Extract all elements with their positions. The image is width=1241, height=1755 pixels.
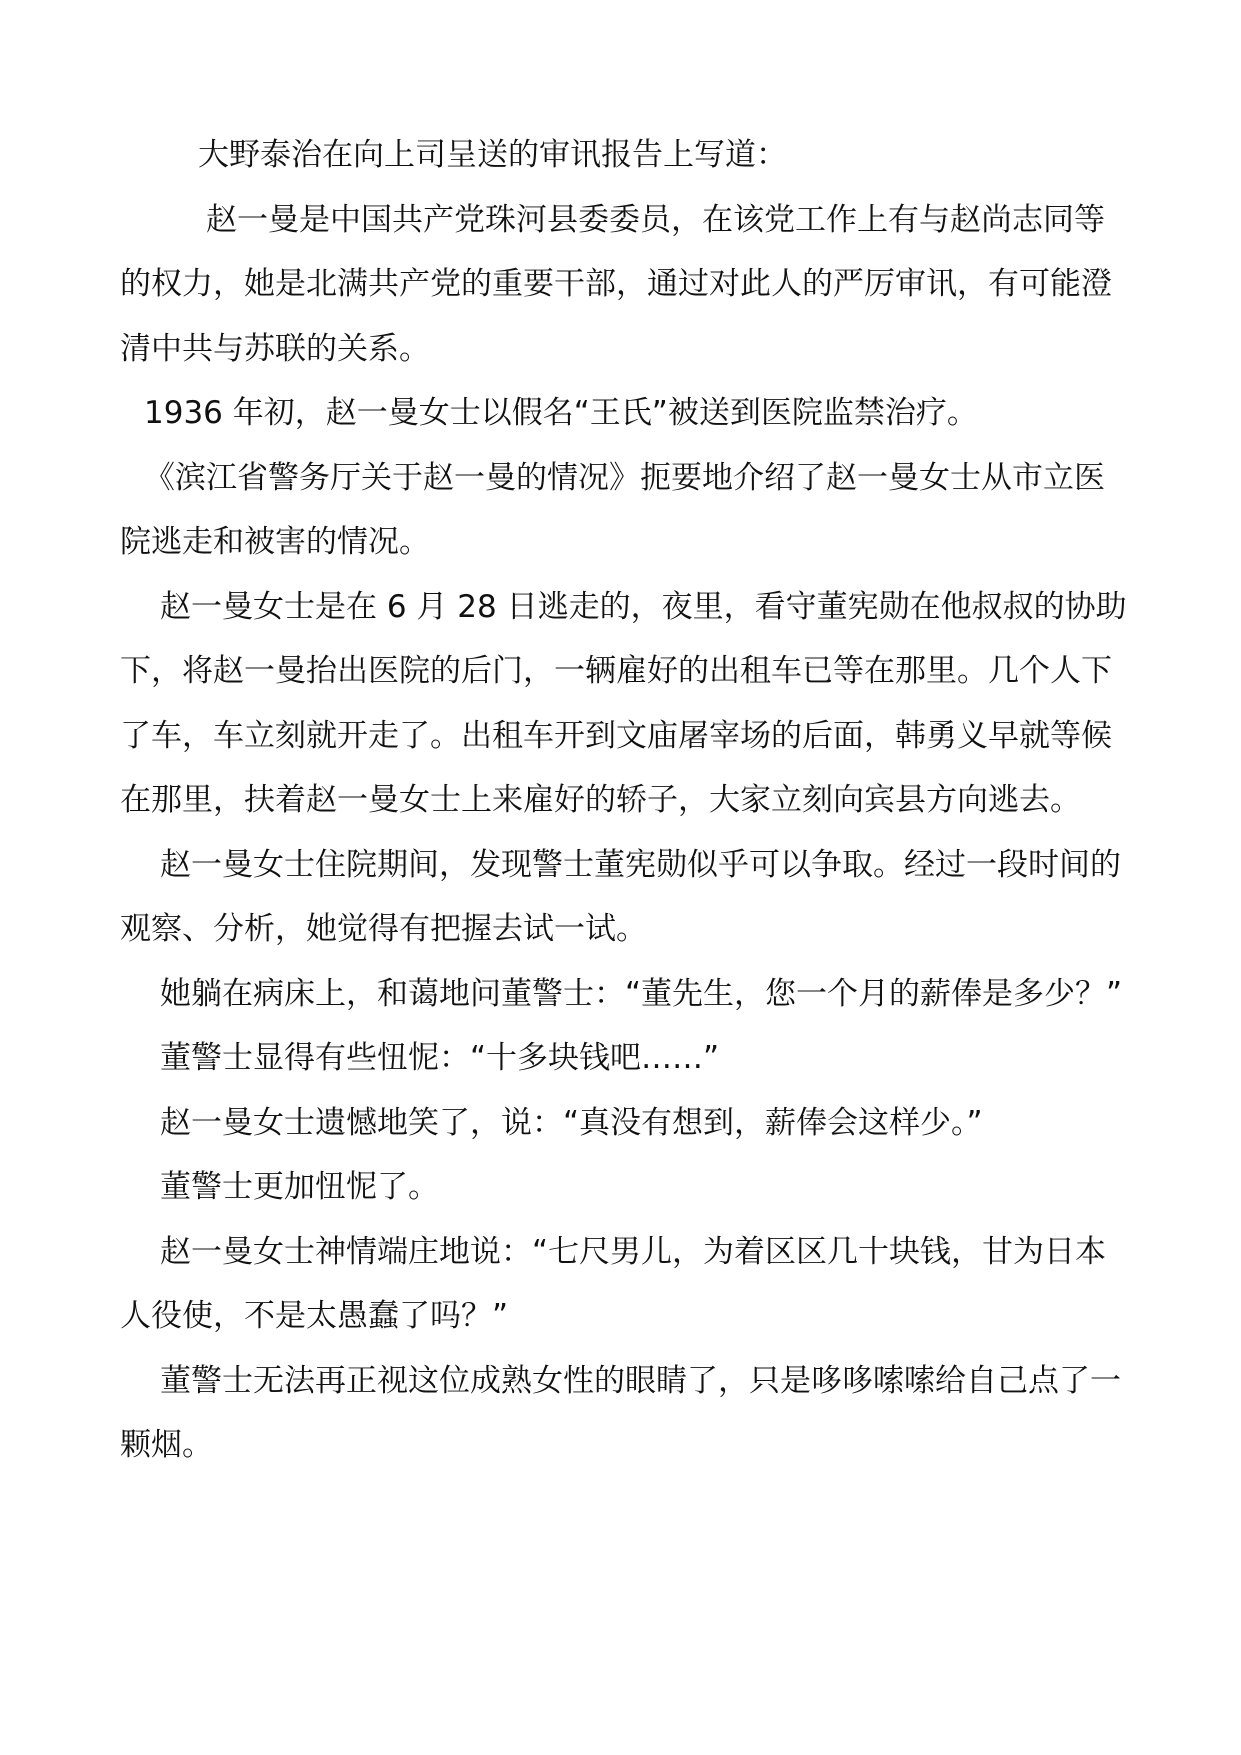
paragraph-salary-question: 她躺在病床上，和蔼地问董警士：“董先生，您一个月的薪俸是多少？” — [160, 975, 1123, 1012]
document-page — [120, 123, 1132, 1478]
paragraph-hospital-stay: 赵一曼女士住院期间，发现警士董宪勋似乎可以争取。经过一段时间的观察、分析，她觉得有把握去试一试。 — [120, 846, 1121, 947]
paragraph-dong-reply: 董警士显得有些忸怩：“十多块钱吧……” — [160, 1040, 720, 1076]
paragraph-dong-cigarette: 董警士无法再正视这位成熟女性的眼睛了，只是哆哆嗦嗦给自己点了一颗烟。 — [120, 1362, 1121, 1463]
paragraph-report-intro: 大野泰治在向上司呈送的审讯报告上写道： — [198, 137, 787, 173]
paragraph-report-quote: 赵一曼是中国共产党珠河县委委员，在该党工作上有与赵尚志同等的权力，她是北满共产党的重要干部，通过对此人的严厉审讯，有可能澄清中共与苏联的关系。 — [120, 201, 1112, 367]
paragraph-dong-embarrassed: 董警士更加忸怩了。 — [160, 1169, 439, 1205]
paragraph-zhao-speech: 赵一曼女士神情端庄地说：“七尺男儿，为着区区几十块钱，甘为日本人役使，不是太愚蠢了吗？” — [120, 1233, 1107, 1334]
paragraph-binjiang-report: 《滨江省警务厅关于赵一曼的情况》扼要地介绍了赵一曼女士从市立医院逃走和被害的情况。 — [120, 459, 1105, 560]
paragraph-escape: 赵一曼女士是在 6 月 28 日逃走的，夜里，看守董宪勋在他叔叔的协助下，将赵一曼抬出医院的后门，一辆雇好的出租车已等在那里。几个人下了车，车立刻就开走了。出租车开到文庙屠宰场的后面，韩勇义早就等候在那里，扶着赵一曼女士上来雇好的轿子，大家立刻向宾县方向逃去。 — [120, 588, 1127, 818]
paragraph-zhao-laugh: 赵一曼女士遗憾地笑了，说：“真没有想到，薪俸会这样少。” — [160, 1104, 983, 1141]
paragraph-1936: 1936 年初，赵一曼女士以假名“王氏”被送到医院监禁治疗。 — [144, 395, 978, 431]
